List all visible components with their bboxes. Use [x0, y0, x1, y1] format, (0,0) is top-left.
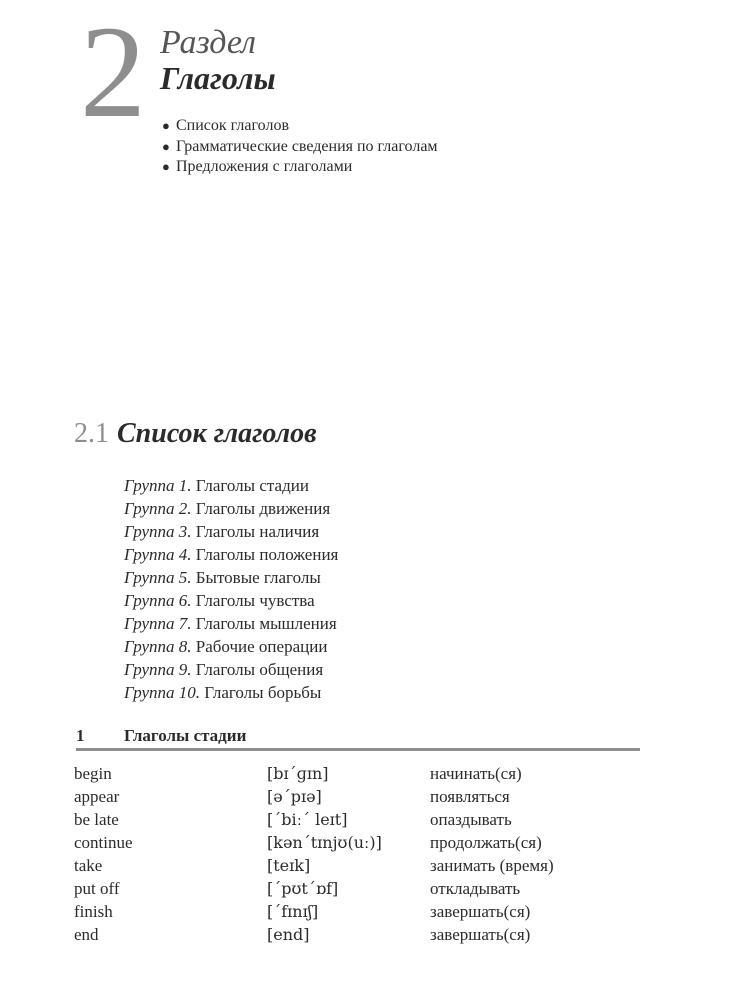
verb-english: be late	[74, 810, 119, 829]
group-label: Группа 10.	[124, 683, 201, 702]
group-item	[124, 474, 338, 497]
table-row	[74, 900, 594, 923]
verb-transcription: [ˊpʊtˊɒf]	[267, 879, 339, 898]
verb-russian: опаздывать	[430, 810, 512, 829]
verb-russian: завершать(ся)	[430, 902, 531, 921]
bullet-icon: ●	[162, 138, 170, 154]
verb-russian: завершать(ся)	[430, 925, 531, 944]
group-item	[124, 566, 338, 589]
list-item	[162, 116, 438, 137]
verb-english: take	[74, 856, 103, 875]
group-item	[124, 681, 338, 704]
chapter-section-word: Раздел	[160, 24, 256, 61]
group-label: Группа 4.	[124, 545, 192, 564]
verb-transcription: [bɪˊɡɪn]	[267, 764, 329, 783]
group-label: Группа 1.	[124, 476, 192, 495]
verb-english: appear	[74, 787, 120, 806]
bullet-icon: ●	[162, 118, 170, 133]
subsection-number: 1	[76, 726, 85, 745]
group-name: Глаголы общения	[195, 660, 324, 679]
group-name: Глаголы наличия	[195, 522, 320, 541]
group-item	[124, 658, 338, 681]
verb-table	[74, 762, 594, 946]
group-name: Глаголы мышления	[195, 614, 337, 633]
table-row	[74, 831, 594, 854]
verb-english: finish	[74, 902, 113, 921]
section-title: Список глаголов	[117, 418, 317, 449]
chapter-title: Глаголы	[160, 60, 276, 96]
verb-russian: начинать(ся)	[430, 764, 522, 783]
topic-label: Список глаголов	[176, 117, 289, 134]
group-name: Глаголы чувства	[195, 591, 315, 610]
list-item	[162, 137, 438, 158]
group-item	[124, 612, 338, 635]
verb-transcription: [ˊfɪnɪʃ]	[267, 902, 319, 921]
section-number: 2.1	[74, 418, 109, 449]
table-row	[74, 877, 594, 900]
verb-transcription: [ˊbiːˊ leɪt]	[267, 810, 348, 829]
group-name: Бытовые глаголы	[195, 568, 321, 587]
section-heading	[74, 420, 317, 448]
verb-transcription: [end]	[267, 925, 310, 944]
list-item	[162, 157, 438, 178]
verb-russian: появляться	[430, 787, 510, 806]
table-row	[74, 854, 594, 877]
group-name: Рабочие операции	[195, 637, 328, 656]
topic-label: Грамматические сведения по глаголам	[176, 137, 438, 155]
group-label: Группа 3.	[124, 522, 192, 541]
verb-russian: занимать (время)	[430, 856, 554, 875]
group-item	[124, 520, 338, 543]
group-label: Группа 8.	[124, 637, 192, 656]
verb-transcription: [kənˊtɪnjʊ(uː)]	[267, 833, 382, 852]
verb-english: continue	[74, 833, 133, 852]
chapter-number: 2	[80, 0, 146, 145]
group-label: Группа 5.	[124, 568, 192, 587]
verb-english: end	[74, 925, 99, 944]
table-row	[74, 762, 594, 785]
group-item	[124, 497, 338, 520]
group-name: Глаголы борьбы	[204, 683, 322, 702]
subsection-heading	[76, 726, 640, 751]
group-label: Группа 2.	[124, 499, 192, 518]
group-name: Глаголы движения	[195, 499, 331, 518]
verb-english: put off	[74, 879, 120, 898]
group-label: Группа 7.	[124, 614, 192, 633]
group-item	[124, 543, 338, 566]
verb-transcription: [teɪk]	[267, 856, 311, 875]
table-row	[74, 808, 594, 831]
group-label: Группа 9.	[124, 660, 192, 679]
group-name: Глаголы стадии	[195, 476, 309, 495]
chapter-topics-list	[162, 116, 438, 178]
bullet-icon: ●	[162, 159, 170, 174]
verb-russian: откладывать	[430, 879, 521, 898]
group-label: Группа 6.	[124, 591, 192, 610]
subsection-title: Глаголы стадии	[124, 726, 247, 745]
group-list	[124, 474, 338, 704]
group-name: Глаголы положения	[195, 545, 339, 564]
group-item	[124, 635, 338, 658]
table-row	[74, 923, 594, 946]
verb-transcription: [əˊpɪə]	[267, 787, 322, 806]
verb-english: begin	[74, 764, 112, 783]
group-item	[124, 589, 338, 612]
table-row	[74, 785, 594, 808]
topic-label: Предложения с глаголами	[176, 158, 353, 175]
verb-russian: продолжать(ся)	[430, 833, 542, 852]
